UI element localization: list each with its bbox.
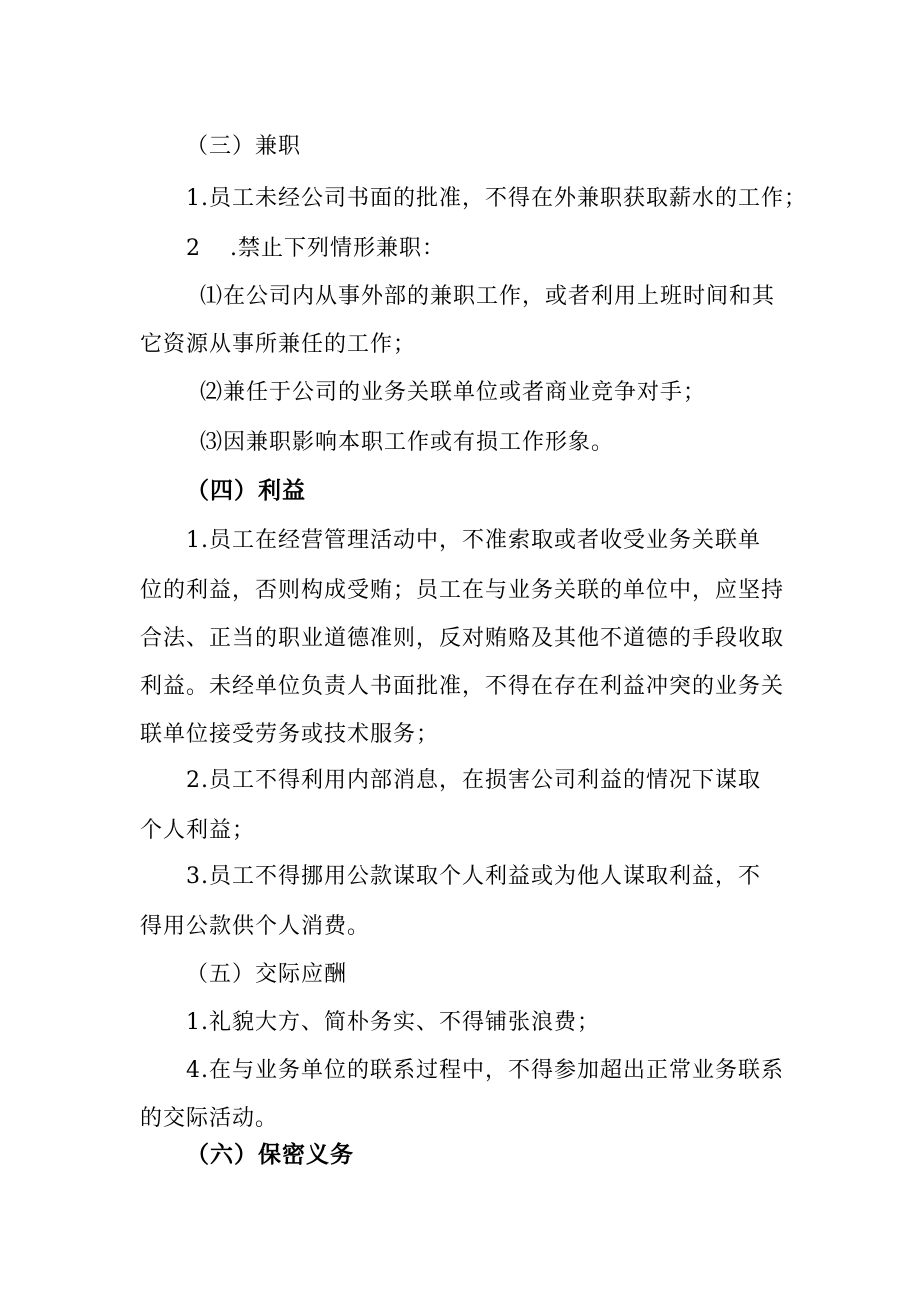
section-4-item-1-line-2: 位的利益，否则构成受贿；员工在与业务关联的单位中，应坚持 [140, 578, 785, 603]
section-3-sub-3: ⑶因兼职影响本职工作或有损工作形象。 [200, 430, 615, 455]
section-6-heading: （六）保密义务 [186, 1142, 354, 1168]
section-3-item-1: 1.员工未经公司书面的批准，不得在外兼职获取薪水的工作； [186, 186, 807, 211]
section-3-item-2-text: .禁止下列情形兼职： [230, 236, 445, 261]
section-3-sub-1-line-1: ⑴在公司内从事外部的兼职工作，或者利用上班时间和其 [200, 284, 776, 309]
section-3-item-2 [186, 234, 445, 264]
section-3-item-2-number: 2 [186, 236, 201, 261]
section-5-item-1: 1.礼貌大方、简朴务实、不得铺张浪费； [186, 1010, 600, 1035]
section-4-item-1-line-5: 联单位接受劳务或技术服务； [140, 722, 440, 747]
section-4-heading: （四）利益 [186, 478, 306, 504]
section-4-item-3-line-2: 得用公款供个人消费。 [140, 914, 371, 939]
section-3-sub-2: ⑵兼任于公司的业务关联单位或者商业竞争对手； [200, 380, 707, 405]
section-4-item-1-line-1: 1.员工在经营管理活动中，不准索取或者收受业务关联单 [186, 528, 761, 553]
section-5-item-4-line-2: 的交际活动。 [140, 1106, 279, 1131]
section-5-item-4-line-1: 4.在与业务单位的联系过程中，不得参加超出正常业务联系 [186, 1058, 784, 1083]
section-3-heading: （三）兼职 [186, 134, 302, 159]
section-5-heading: （五）交际应酬 [186, 962, 348, 987]
section-4-item-1-line-4: 利益。未经单位负责人书面批准，不得在存在利益冲突的业务关 [140, 674, 785, 699]
section-4-item-1-line-3: 合法、正当的职业道德准则，反对贿赂及其他不道德的手段收取 [140, 626, 785, 651]
section-4-item-3-line-1: 3.员工不得挪用公款谋取个人利益或为他人谋取利益，不 [186, 864, 761, 889]
section-4-item-2-line-1: 2.员工不得利用内部消息，在损害公司利益的情况下谋取 [186, 768, 761, 793]
section-4-item-2-line-2: 个人利益； [140, 818, 256, 843]
section-3-sub-1-line-2: 它资源从事所兼任的工作； [140, 332, 417, 357]
